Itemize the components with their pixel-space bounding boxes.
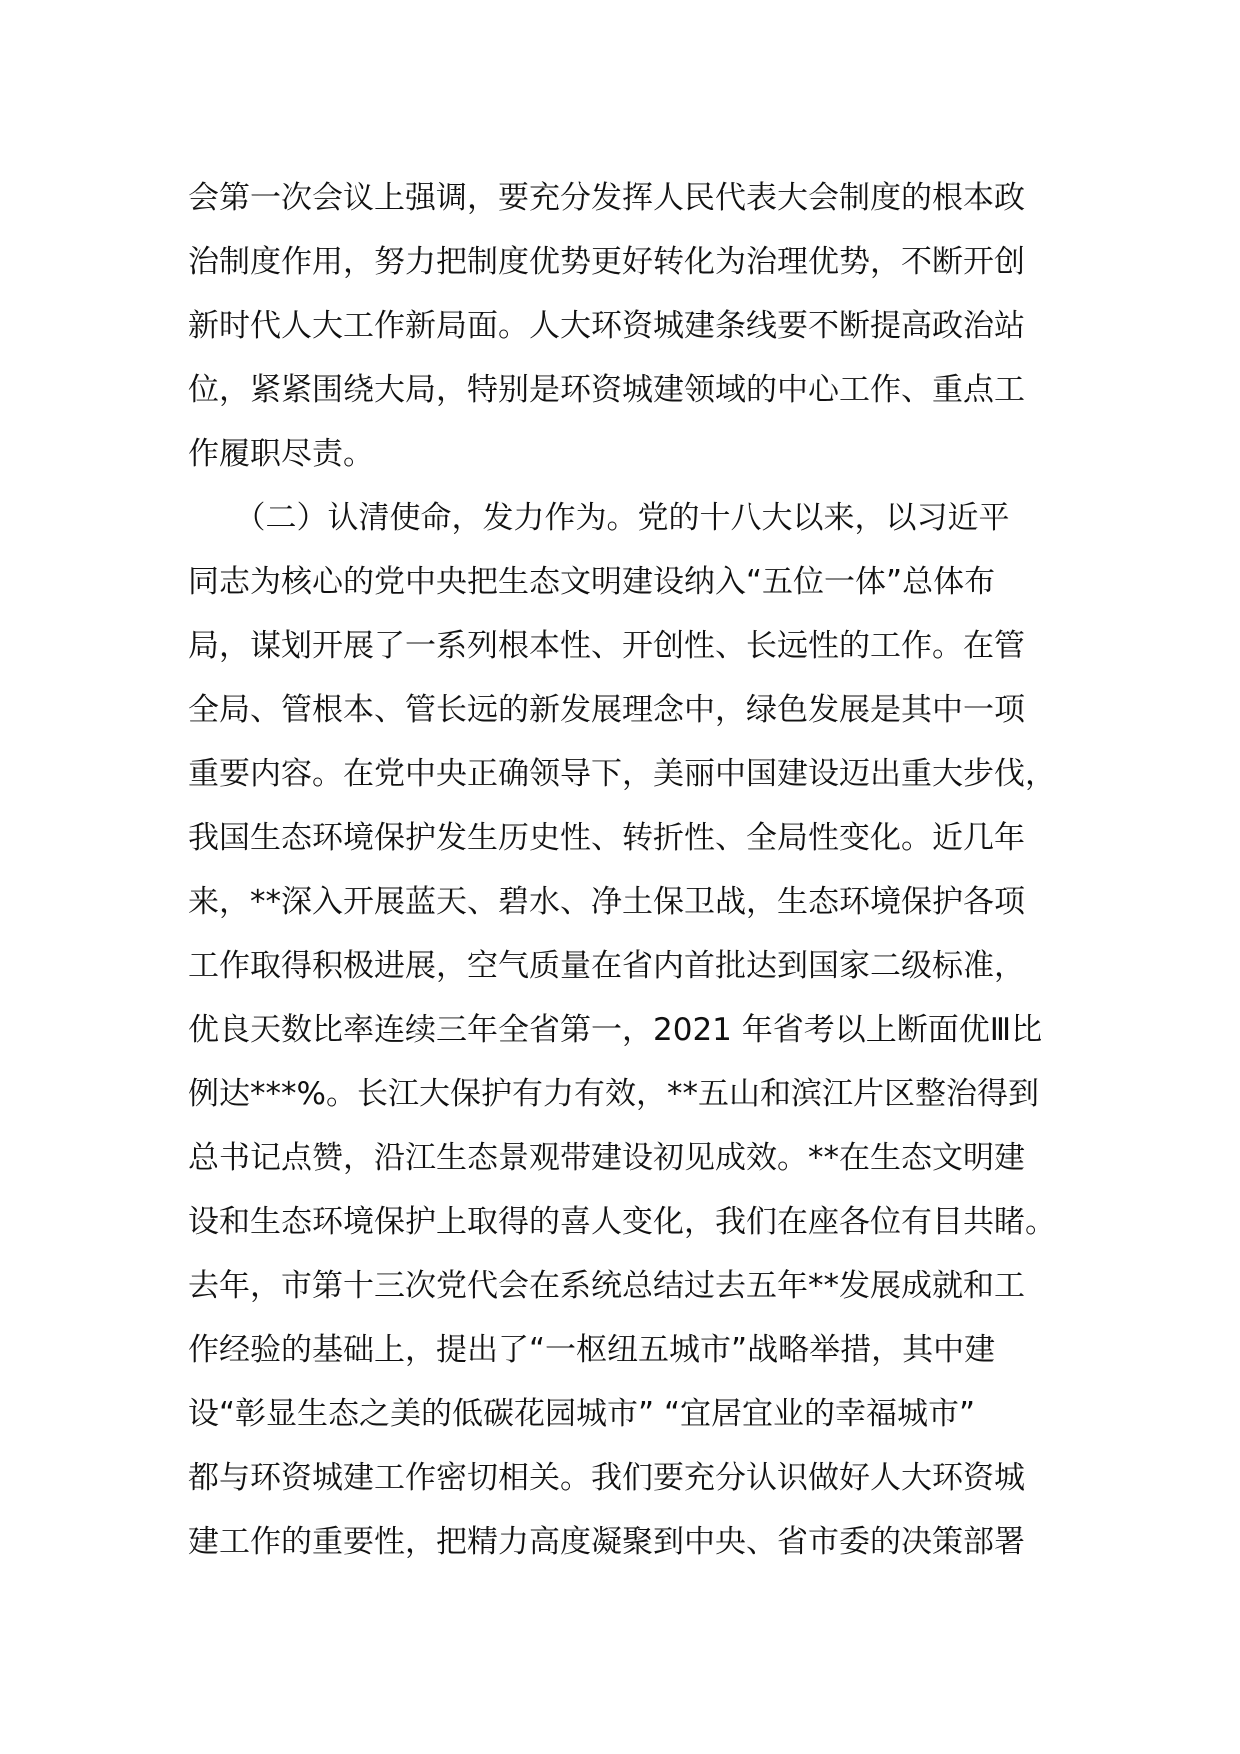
text-line: 工作取得积极进展，空气质量在省内首批达到国家二级标准， <box>188 948 1025 984</box>
text-line: 位，紧紧围绕大局，特别是环资城建领域的中心工作、重点工 <box>188 372 1025 408</box>
text-line: 全局、管根本、管长远的新发展理念中，绿色发展是其中一项 <box>188 692 1025 728</box>
text-line: 作经验的基础上，提出了“一枢纽五城市”战略举措，其中建 <box>188 1332 996 1368</box>
text-line: 去年，市第十三次党代会在系统总结过去五年**发展成就和工 <box>188 1268 1025 1304</box>
text-line: 会第一次会议上强调，要充分发挥人民代表大会制度的根本政 <box>188 180 1025 216</box>
text-line: 优良天数比率连续三年全省第一，2021 年省考以上断面优Ⅲ比 <box>188 1012 1043 1048</box>
text-line: 治制度作用，努力把制度优势更好转化为治理优势，不断开创 <box>188 244 1025 280</box>
text-line: 新时代人大工作新局面。人大环资城建条线要不断提高政治站 <box>188 308 1025 344</box>
text-line: 同志为核心的党中央把生态文明建设纳入“五位一体”总体布 <box>188 564 996 600</box>
text-line: 来，**深入开展蓝天、碧水、净土保卫战，生态环境保护各项 <box>188 884 1025 920</box>
text-line: 都与环资城建工作密切相关。我们要充分认识做好人大环资城 <box>188 1460 1025 1496</box>
text-line: 设“彰显生态之美的低碳花园城市” “宜居宜业的幸福城市” <box>188 1396 976 1432</box>
body-text <box>188 166 1188 1574</box>
text-line: 建工作的重要性，把精力高度凝聚到中央、省市委的决策部署 <box>188 1524 1025 1560</box>
text-line: 我国生态环境保护发生历史性、转折性、全局性变化。近几年 <box>188 820 1025 856</box>
text-line: 设和生态环境保护上取得的喜人变化，我们在座各位有目共睹。 <box>188 1204 1056 1240</box>
text-line: 重要内容。在党中央正确领导下，美丽中国建设迈出重大步伐， <box>188 756 1056 792</box>
text-line: 作履职尽责。 <box>188 436 374 472</box>
text-line: （二）认清使命，发力作为。党的十八大以来，以习近平 <box>188 500 1010 536</box>
text-line: 总书记点赞，沿江生态景观带建设初见成效。**在生态文明建 <box>188 1140 1025 1176</box>
text-line: 例达***%。长江大保护有力有效，**五山和滨江片区整治得到 <box>188 1076 1039 1112</box>
text-line: 局，谋划开展了一系列根本性、开创性、长远性的工作。在管 <box>188 628 1025 664</box>
